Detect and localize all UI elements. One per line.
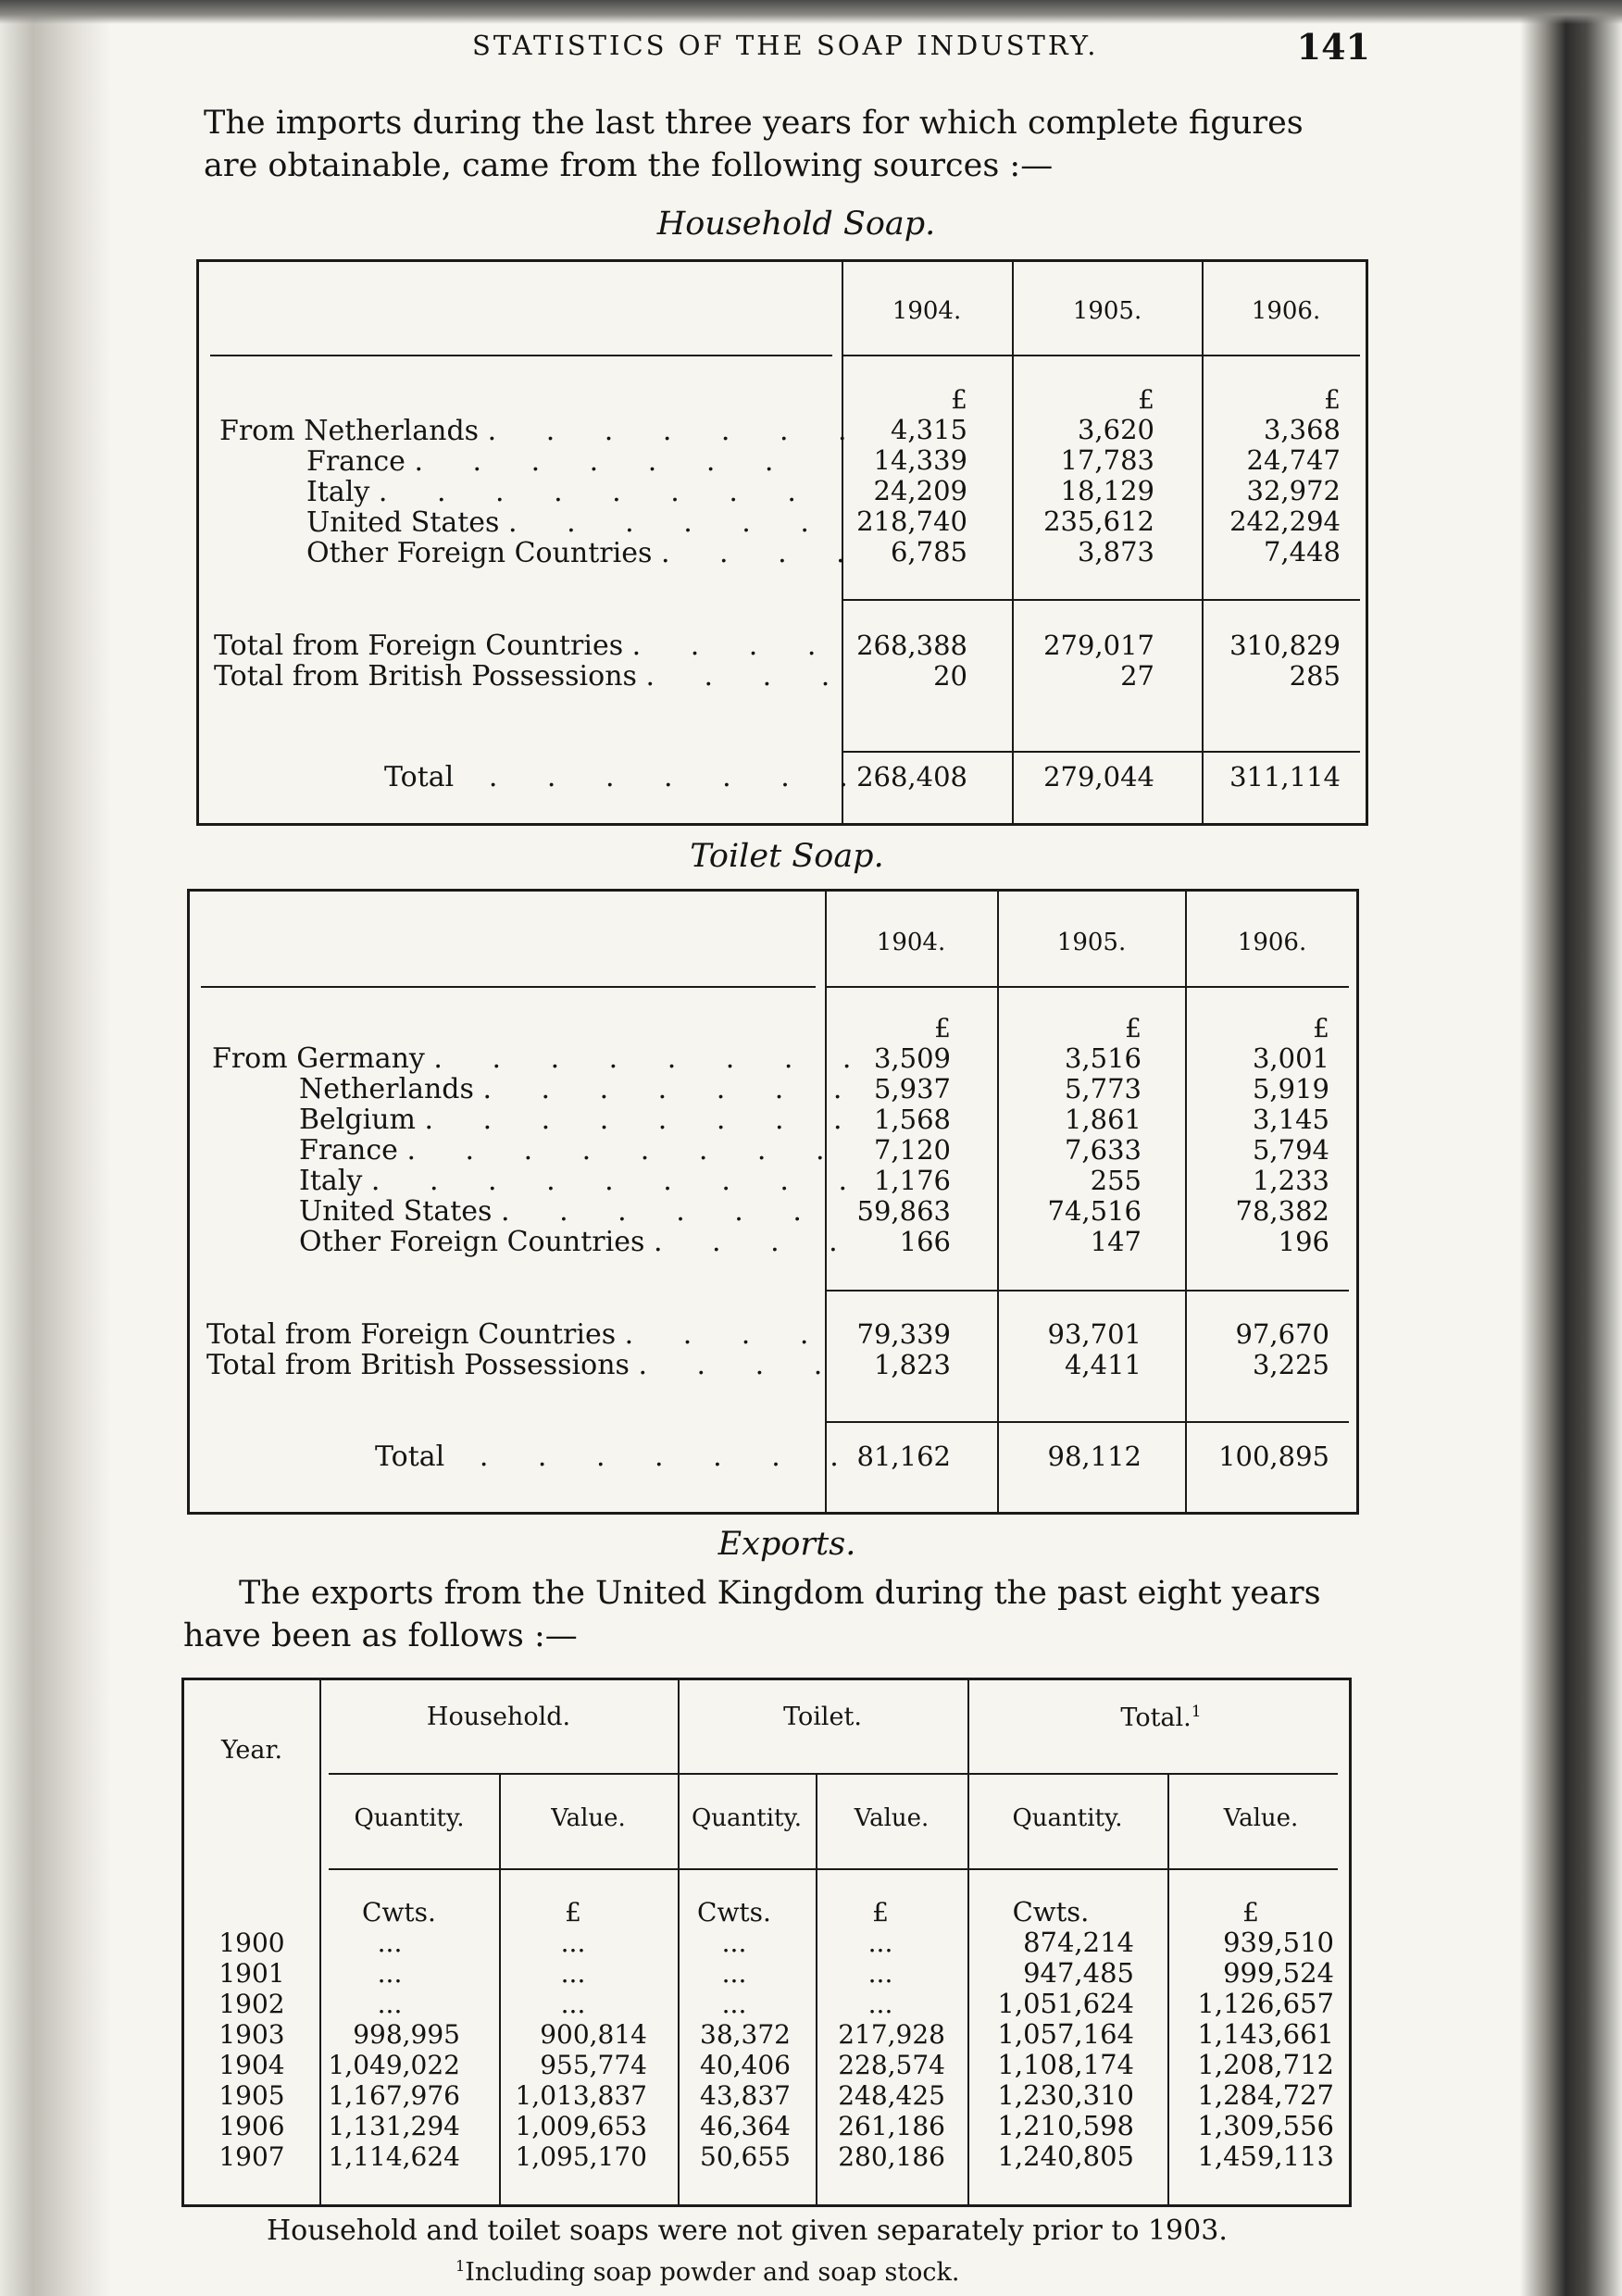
household-col-1906: £ 3,368 24,747 32,972 242,294 7,448: [1229, 384, 1341, 568]
household-sub-1905: 279,017 27: [1043, 630, 1154, 692]
exports-header-household: Household.: [426, 1703, 571, 1731]
toilet-col-1905: £ 3,516 5,773 1,861 7,633 255 74,516 147: [1047, 1013, 1142, 1257]
exports-header-toilet: Toilet.: [783, 1703, 862, 1731]
footnote: $^1$Including soap powder and soap stock.: [455, 2257, 960, 2287]
exports-household-value-header: Value.: [551, 1804, 626, 1832]
household-label-total-british: Total from British Possessions . . . .: [214, 660, 851, 693]
exports-year-column: 1900 1901 1902 1903 1904 1905 1906 1907: [218, 1928, 285, 2172]
exports-header-total: Total.$^1$: [1120, 1703, 1202, 1732]
toilet-year-1904: 1904.: [876, 929, 946, 956]
toilet-col-1904: £ 3,509 5,937 1,568 7,120 1,176 59,863 166: [856, 1013, 951, 1257]
page-edge-left: [0, 0, 111, 2296]
household-total-1906: 311,114: [1229, 761, 1341, 792]
toilet-label-total-foreign: Total from Foreign Countries . . . .: [206, 1318, 830, 1351]
toilet-sub-1904: 79,339 1,823: [856, 1318, 951, 1380]
page-header: [463, 26, 1389, 69]
household-year-1904: 1904.: [892, 297, 962, 325]
household-label-netherlands: From Netherlands . . . . . . .: [219, 415, 867, 447]
household-sub-1904: 268,388 20: [856, 630, 967, 692]
exports-total-quantity-column: Cwts. 874,214 947,485 1,051,624 1,057,164 1,108,174 1,230,310 1,210,598 1,240,805: [997, 1896, 1134, 2172]
toilet-label-total: Total . . . . . . .: [375, 1441, 859, 1473]
page-number: 141: [1296, 26, 1370, 68]
exports-total-quantity-header: Quantity.: [1012, 1804, 1123, 1832]
toilet-label-other: Other Foreign Countries . . . .: [299, 1226, 858, 1258]
exports-toilet-quantity-header: Quantity.: [691, 1804, 803, 1832]
toilet-subtotal-labels: [206, 1319, 842, 1380]
page-edge-top: [0, 0, 1622, 24]
page-edge-right: [1520, 0, 1622, 2296]
exports-total-value-column: £ 939,510 999,524 1,126,657 1,143,661 1,208,712 1,284,727 1,309,556 1,459,113: [1197, 1897, 1334, 2172]
household-label-total: Total . . . . . . .: [384, 761, 868, 793]
household-subtotal-labels: [214, 630, 850, 692]
exports-line-2: have been as follows :—: [183, 1617, 578, 1654]
toilet-label-france: France . . . . . . . .: [299, 1134, 845, 1167]
household-row-labels: [219, 416, 867, 568]
toilet-total-1906: 100,895: [1218, 1441, 1329, 1472]
exports-household-value-column: £ ... ... ... 900,814 955,774 1,013,837 1,009,653 1,095,170: [515, 1897, 647, 2172]
exports-household-quantity-header: Quantity.: [354, 1804, 465, 1832]
household-col-1905: £ 3,620 17,783 18,129 235,612 3,873: [1043, 384, 1154, 568]
exports-table: [181, 1678, 1352, 2207]
exports-header-year: Year.: [220, 1736, 283, 1765]
toilet-year-1906: 1906.: [1237, 929, 1307, 956]
household-total-1904: 268,408: [856, 761, 967, 792]
household-label-united-states: United States . . . . . .: [306, 506, 830, 539]
running-title: STATISTICS OF THE SOAP INDUSTRY.: [472, 30, 1099, 61]
household-label-other: Other Foreign Countries . . . .: [306, 537, 866, 569]
household-year-1905: 1905.: [1072, 297, 1142, 325]
exports-toilet-quantity-column: Cwts. ... ... ... 38,372 40,406 43,837 46,364 50,655: [697, 1897, 791, 2172]
household-label-total-foreign: Total from Foreign Countries . . . .: [214, 630, 837, 662]
toilet-label-italy: Italy . . . . . . . . .: [299, 1165, 868, 1197]
toilet-table: [187, 889, 1359, 1515]
toilet-label-netherlands: Netherlands . . . . . . .: [299, 1073, 863, 1105]
intro-line-2: are obtainable, came from the following sources :—: [204, 147, 1054, 184]
exports-household-quantity-column: Cwts. ... ... ... 998,995 1,049,022 1,167,976 1,131,294 1,114,624: [328, 1897, 460, 2172]
toilet-total-1905: 98,112: [1047, 1441, 1142, 1472]
toilet-sub-1906: 97,670 3,225: [1235, 1318, 1329, 1380]
household-sub-1906: 310,829 285: [1229, 630, 1341, 692]
household-label-france: France . . . . . . .: [306, 445, 794, 478]
household-total-1905: 279,044: [1043, 761, 1154, 792]
toilet-label-united-states: United States . . . . . .: [299, 1195, 822, 1228]
household-year-1906: 1906.: [1251, 297, 1321, 325]
exports-note: Household and toilet soaps were not given separately prior to 1903.: [267, 2215, 1228, 2247]
intro-line-1: The imports during the last three years for which complete figures: [204, 105, 1304, 142]
toilet-col-1906: £ 3,001 5,919 3,145 5,794 1,233 78,382 196: [1235, 1013, 1329, 1257]
household-col-1904: £ 4,315 14,339 24,209 218,740 6,785: [856, 384, 967, 568]
toilet-sub-1905: 93,701 4,411: [1047, 1318, 1142, 1380]
household-table: [196, 259, 1368, 826]
household-caption: Household Soap.: [656, 206, 936, 243]
toilet-label-total-british: Total from British Possessions . . . .: [206, 1349, 843, 1381]
toilet-caption: Toilet Soap.: [690, 838, 884, 875]
toilet-label-germany: From Germany . . . . . . . .: [212, 1042, 872, 1075]
exports-toilet-value-column: £ ... ... ... 217,928 228,574 248,425 261,186 280,186: [838, 1897, 945, 2172]
exports-caption: Exports.: [717, 1526, 856, 1563]
household-label-italy: Italy . . . . . . . .: [306, 476, 817, 508]
toilet-row-labels: [212, 1043, 871, 1257]
toilet-year-1905: 1905.: [1056, 929, 1127, 956]
exports-line-1: The exports from the United Kingdom during the past eight years: [239, 1575, 1321, 1612]
toilet-label-belgium: Belgium . . . . . . . .: [299, 1104, 863, 1136]
exports-total-value-header: Value.: [1223, 1804, 1299, 1832]
exports-toilet-value-header: Value.: [854, 1804, 930, 1832]
toilet-total-1904: 81,162: [856, 1441, 951, 1472]
